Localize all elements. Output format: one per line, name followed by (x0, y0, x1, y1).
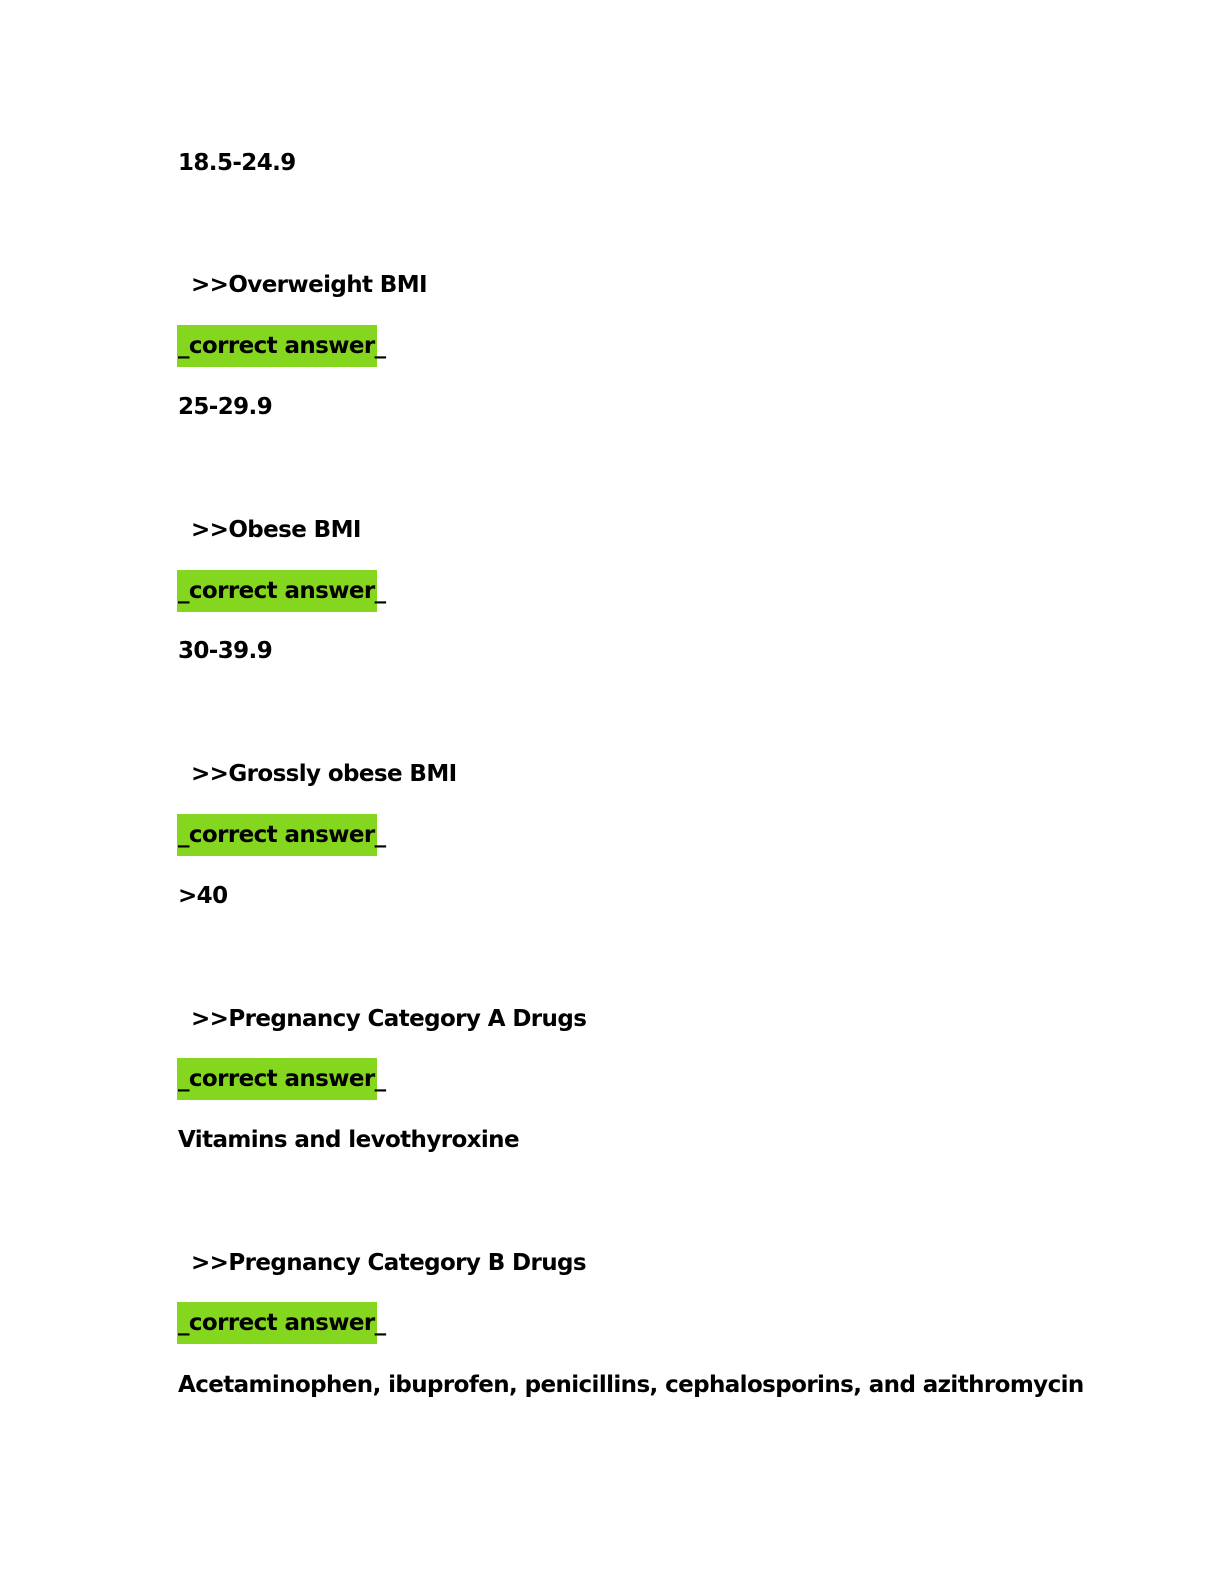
question-grossly-obese-bmi: >>Grossly obese BMI (191, 761, 457, 787)
question-pregnancy-category-b: >>Pregnancy Category B Drugs (191, 1250, 587, 1276)
correct-answer-badge: _correct answer_ (177, 570, 377, 612)
answer-text-top: 18.5-24.9 (178, 150, 296, 176)
correct-answer-badge: _correct answer_ (177, 1058, 377, 1100)
answer-grossly-obese-bmi: >40 (178, 883, 228, 909)
correct-answer-badge: _correct answer_ (177, 814, 377, 856)
answer-pregnancy-category-b: Acetaminophen, ibuprofen, penicillins, cephalosporins, and azithromycin (178, 1372, 1084, 1398)
correct-answer-badge: _correct answer_ (177, 325, 377, 367)
answer-pregnancy-category-a: Vitamins and levothyroxine (178, 1127, 519, 1153)
question-obese-bmi: >>Obese BMI (191, 517, 361, 543)
correct-answer-badge: _correct answer_ (177, 1302, 377, 1344)
question-overweight-bmi: >>Overweight BMI (191, 272, 427, 298)
answer-obese-bmi: 30-39.9 (178, 638, 273, 664)
answer-overweight-bmi: 25-29.9 (178, 394, 273, 420)
question-pregnancy-category-a: >>Pregnancy Category A Drugs (191, 1006, 587, 1032)
